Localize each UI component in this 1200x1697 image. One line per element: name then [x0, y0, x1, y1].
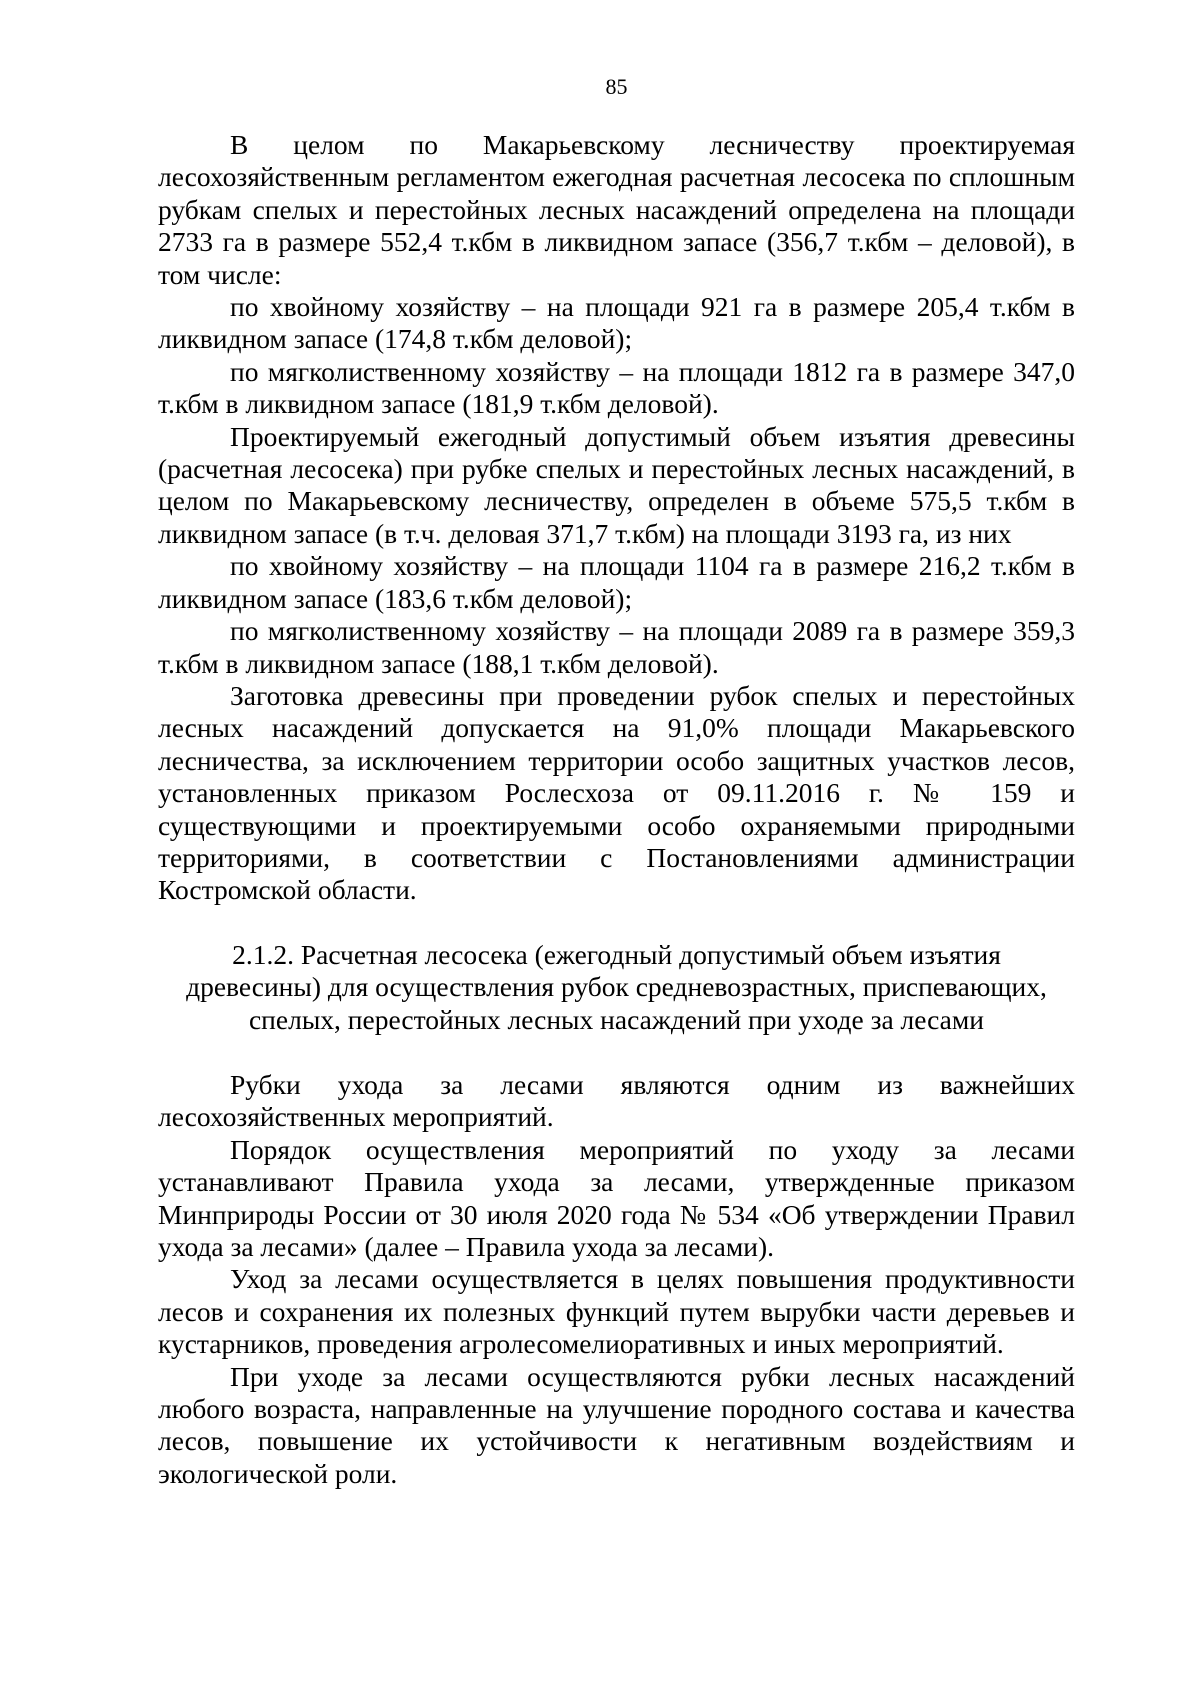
paragraph-coniferous-clearcut: по хвойному хозяйству – на площади 921 га в размере 205,4 т.кбм в ликвидном запасе (174,8 т.кбм деловой); — [158, 291, 1075, 355]
section-heading: 2.1.2. Расчетная лесосека (ежегодный допустимый объем изъятия древесины) для осуществления рубок средневозрастных, приспевающих, спелых, перестойных лесных насаждений при уходе за лесами — [186, 938, 1047, 1035]
paragraph-thinning-importance: Рубки ухода за лесами являются одним из важнейших лесохозяйственных мероприятий. — [158, 1068, 1075, 1133]
paragraph-coniferous-projected: по хвойному хозяйству – на площади 1104 га в размере 216,2 т.кбм в ликвидном запасе (183,6 т.кбм деловой); — [158, 550, 1075, 614]
page-number: 85 — [605, 74, 628, 99]
paragraph-harvest-permitted: Заготовка древесины при проведении рубок спелых и перестойных лесных насаждений допускается на 91,0% площади Макарьевского лесничества, за исключением территории особо защитных участков лесов, установленных приказом Рослесхоза от 09.11.2016 г. № 159 и существующими и проектируемыми особо охраняемыми природными территориями, в соответствии с Постановлениями администрации Костромской области. — [158, 679, 1075, 906]
paragraph-total-clearcut: В целом по Макарьевскому лесничеству проектируемая лесохозяйственным регламентом ежегодная расчетная лесосека по сплошным рубкам спелых и перестойных лесных насаждений определена на площади 2733 га в размере 552,4 т.кбм в ликвидном запасе (356,7 т.кбм – деловой), в том числе: — [158, 129, 1075, 290]
paragraph-thinning-rules: Порядок осуществления мероприятий по уходу за лесами устанавливают Правила ухода за лесами, утвержденные приказом Минприроды России от 30 июля 2020 года № 534 «Об утверждении Правил ухода за лесами» (далее – Правила ухода за лесами). — [158, 1133, 1075, 1262]
document-body — [158, 129, 1075, 1490]
paragraph-softwood-projected: по мягколиственному хозяйству – на площади 2089 га в размере 359,3 т.кбм в ликвидном запасе (188,1 т.кбм деловой). — [158, 615, 1075, 679]
paragraph-thinning-purpose: Уход за лесами осуществляется в целях повышения продуктивности лесов и сохранения их полезных функций путем вырубки части деревьев и кустарников, проведения агролесомелиоративных и иных мероприятий. — [158, 1263, 1075, 1360]
paragraph-projected-volume: Проектируемый ежегодный допустимый объем изъятия древесины (расчетная лесосека) при рубке спелых и перестойных лесных насаждений, в целом по Макарьевскому лесничеству, определен в объеме 575,5 т.кбм в ликвидном запасе (в т.ч. деловая 371,7 т.кбм) на площади 3193 га, из них — [158, 420, 1075, 549]
paragraph-thinning-scope: При уходе за лесами осуществляются рубки лесных насаждений любого возраста, направленные на улучшение породного состава и качества лесов, повышение их устойчивости к негативным воздействиям и экологической роли. — [158, 1360, 1075, 1489]
paragraph-softwood-clearcut: по мягколиственному хозяйству – на площади 1812 га в размере 347,0 т.кбм в ликвидном запасе (181,9 т.кбм деловой). — [158, 355, 1075, 420]
